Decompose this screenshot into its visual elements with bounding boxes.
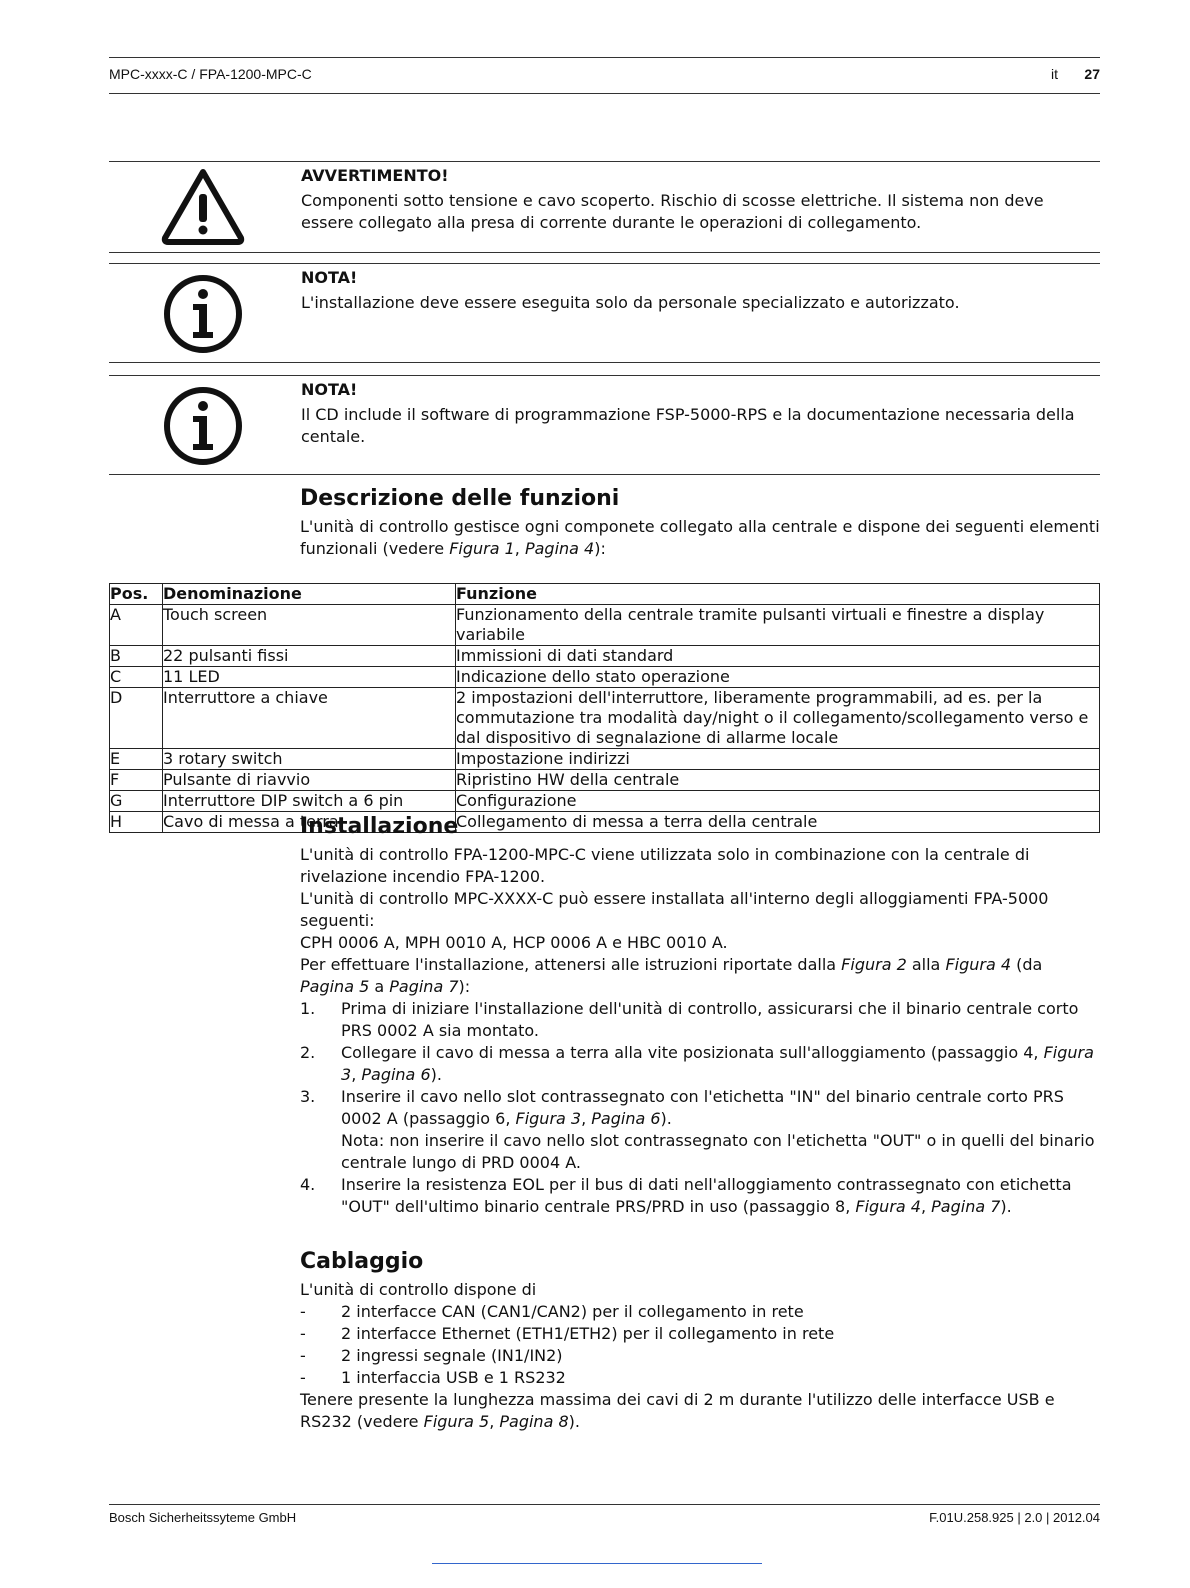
cell-funzione: Funzionamento della centrale tramite pulsanti virtuali e finestre a display variabile	[456, 605, 1100, 646]
table-row	[110, 646, 1100, 667]
list-dash: -	[300, 1368, 306, 1387]
step-number: 1.	[300, 999, 316, 1018]
text-run: ).	[660, 1109, 672, 1128]
table-row	[110, 791, 1100, 812]
text-run: a	[369, 977, 390, 996]
column-header: Pos.	[110, 584, 163, 605]
page-ref: Pagina 6	[591, 1109, 661, 1128]
text-run: alla	[906, 955, 946, 974]
info-notice	[109, 263, 1100, 363]
doc-reference: F.01U.258.925 | 2.0 | 2012.04	[929, 1510, 1100, 1525]
notice-title: NOTA!	[301, 380, 358, 399]
page-footer	[109, 1504, 1100, 1531]
text-run: Inserire il cavo nello slot contrassegnato con l'etichetta "IN" del binario centrale corto PRS 0002 A (passaggio 6,	[341, 1087, 1064, 1128]
cell-denominazione: Interruttore DIP switch a 6 pin	[163, 791, 456, 812]
cell-pos: E	[110, 749, 163, 770]
paragraph: L'unità di controllo FPA-1200-MPC-C viene utilizzata solo in combinazione con la centrale di rivelazione incendio FPA-1200.	[300, 845, 1030, 886]
table-row	[110, 667, 1100, 688]
cell-denominazione: Touch screen	[163, 605, 456, 646]
installation-steps	[300, 998, 1100, 1218]
table-row	[110, 812, 1100, 833]
warning-triangle-icon	[161, 166, 245, 250]
text-run: Per effettuare l'installazione, attenersi alle istruzioni riportate dalla	[300, 955, 842, 974]
notice-text: Componenti sotto tensione e cavo scoperto. Rischio di scosse elettriche. Il sistema non deve essere collegato alla presa di corrente durante le operazioni di collegamento.	[301, 191, 1044, 232]
notice-text: L'installazione deve essere eseguita solo da personale specializzato e autorizzato.	[301, 293, 960, 312]
page-ref: Pagina 7	[389, 977, 459, 996]
column-header: Funzione	[456, 584, 1100, 605]
list-item	[300, 1174, 1100, 1218]
page-ref: Pagina 4	[524, 539, 595, 558]
figure-ref: Figura 3	[341, 1043, 1094, 1084]
installazione-body	[300, 844, 1100, 1218]
cell-funzione: Indicazione dello stato operazione	[456, 667, 1100, 688]
list-item	[300, 1367, 1100, 1389]
cell-pos: F	[110, 770, 163, 791]
text-run: Prima di iniziare l'installazione dell'unità di controllo, assicurarsi che il binario centrale corto PRS 0002 A sia montato.	[341, 999, 1079, 1040]
text-run: 2 interfacce Ethernet (ETH1/ETH2) per il collegamento in rete	[341, 1324, 835, 1343]
list-dash: -	[300, 1324, 306, 1343]
cell-pos: B	[110, 646, 163, 667]
text-run: L'unità di controllo gestisce ogni componete collegato alla centrale e dispone dei seguenti elementi funzionali (vedere	[300, 517, 1100, 558]
text-run: Inserire la resistenza EOL per il bus di dati nell'alloggiamento contrassegnato con etichetta "OUT" dell'ultimo binario centrale PRS/PRD in uso (passaggio 8,	[341, 1175, 1072, 1216]
table-row	[110, 688, 1100, 749]
publisher: Bosch Sicherheitssyteme GmbH	[109, 1510, 297, 1525]
function-table	[109, 583, 1100, 833]
list-dash: -	[300, 1346, 306, 1365]
cell-funzione: 2 impostazioni dell'interruttore, liberamente programmabili, ad es. per la commutazione tra modalità day/night o il collegamento/scollegamento verso e dal dispositivo di segnalazione di allarme locale	[456, 688, 1100, 749]
list-item	[300, 1086, 1100, 1174]
page-number: 27	[1084, 66, 1100, 82]
page-ref: Pagina 8	[499, 1412, 569, 1431]
list-item	[300, 998, 1100, 1042]
cell-denominazione: 11 LED	[163, 667, 456, 688]
separator: ,	[514, 539, 525, 558]
step-number: 3.	[300, 1087, 316, 1106]
warning-notice	[109, 161, 1100, 253]
figure-ref: Figura 5	[423, 1412, 490, 1431]
cell-pos: A	[110, 605, 163, 646]
paragraph	[300, 954, 1100, 998]
cell-funzione: Ripristino HW della centrale	[456, 770, 1100, 791]
page-ref: Pagina 7	[931, 1197, 1001, 1216]
text-run: ).	[1000, 1197, 1012, 1216]
list-item	[300, 1345, 1100, 1367]
paragraph: CPH 0006 A, MPH 0010 A, HCP 0006 A e HBC 0010 A.	[300, 933, 728, 952]
section-heading-descrizione: Descrizione delle funzioni	[300, 486, 620, 511]
text-run: ):	[458, 977, 471, 996]
interface-list	[300, 1301, 1100, 1389]
cell-funzione: Immissioni di dati standard	[456, 646, 1100, 667]
info-icon	[161, 384, 245, 468]
section-heading-installazione: Installazione	[300, 814, 459, 839]
divider	[432, 1563, 762, 1564]
text-run: ):	[594, 539, 606, 558]
cell-denominazione: Interruttore a chiave	[163, 688, 456, 749]
cell-denominazione: Cavo di messa a terra	[163, 812, 456, 833]
text-run: Collegare il cavo di messa a terra alla vite posizionata sull'alloggiamento (passaggio 4,	[341, 1043, 1044, 1062]
paragraph	[300, 1389, 1100, 1433]
list-dash: -	[300, 1302, 306, 1321]
list-item	[300, 1323, 1100, 1345]
column-header: Denominazione	[163, 584, 456, 605]
list-item	[300, 1042, 1100, 1086]
cell-denominazione: 22 pulsanti fissi	[163, 646, 456, 667]
table-row	[110, 605, 1100, 646]
step-number: 2.	[300, 1043, 316, 1062]
page-ref: Pagina 5	[300, 977, 370, 996]
cell-funzione: Collegamento di messa a terra della centrale	[456, 812, 1100, 833]
info-notice	[109, 375, 1100, 475]
doc-title: MPC-xxxx-C / FPA-1200-MPC-C	[109, 66, 312, 82]
cell-pos: H	[110, 812, 163, 833]
table-header-row	[110, 584, 1100, 605]
figure-ref: Figura 1	[449, 539, 515, 558]
cell-funzione: Impostazione indirizzi	[456, 749, 1100, 770]
table-row	[110, 749, 1100, 770]
text-run: ).	[430, 1065, 442, 1084]
cell-pos: C	[110, 667, 163, 688]
figure-ref: Figura 4	[945, 955, 1012, 974]
cablaggio-body	[300, 1279, 1100, 1433]
language-code: it	[1051, 66, 1058, 82]
separator: ,	[489, 1412, 500, 1431]
notice-title: AVVERTIMENTO!	[301, 166, 449, 185]
figure-ref: Figura 3	[515, 1109, 582, 1128]
cell-denominazione: Pulsante di riavvio	[163, 770, 456, 791]
step-number: 4.	[300, 1175, 316, 1194]
notice-title: NOTA!	[301, 268, 358, 287]
text-run: 2 ingressi segnale (IN1/IN2)	[341, 1346, 563, 1365]
cell-pos: D	[110, 688, 163, 749]
separator: ,	[920, 1197, 932, 1216]
text-run: 1 interfaccia USB e 1 RS232	[341, 1368, 566, 1387]
figure-ref: Figura 4	[855, 1197, 921, 1216]
table-row	[110, 770, 1100, 791]
notice-text: Il CD include il software di programmazione FSP-5000-RPS e la documentazione necessaria della centale.	[301, 405, 1075, 446]
list-item	[300, 1301, 1100, 1323]
separator: ,	[351, 1065, 362, 1084]
figure-ref: Figura 2	[841, 955, 907, 974]
paragraph: L'unità di controllo dispone di	[300, 1280, 537, 1299]
step-note: Nota: non inserire il cavo nello slot contrassegnato con l'etichetta "OUT" o in quelli del binario centrale lungo di PRD 0004 A.	[341, 1131, 1095, 1172]
text-run: ).	[568, 1412, 580, 1431]
cell-funzione: Configurazione	[456, 791, 1100, 812]
cell-pos: G	[110, 791, 163, 812]
section-heading-cablaggio: Cablaggio	[300, 1249, 424, 1274]
info-icon	[161, 272, 245, 356]
separator: ,	[581, 1109, 592, 1128]
page-ref: Pagina 6	[361, 1065, 431, 1084]
text-run: Tenere presente la lunghezza massima dei cavi di 2 m durante l'utilizzo delle interfacce USB e RS232 (vedere	[300, 1390, 1055, 1431]
paragraph: L'unità di controllo MPC-XXXX-C può essere installata all'interno degli alloggiamenti FPA-5000 seguenti:	[300, 889, 1049, 930]
text-run: (da	[1011, 955, 1043, 974]
cell-denominazione: 3 rotary switch	[163, 749, 456, 770]
text-run: 2 interfacce CAN (CAN1/CAN2) per il collegamento in rete	[341, 1302, 804, 1321]
page-header	[109, 57, 1100, 94]
descrizione-intro	[300, 516, 1100, 560]
